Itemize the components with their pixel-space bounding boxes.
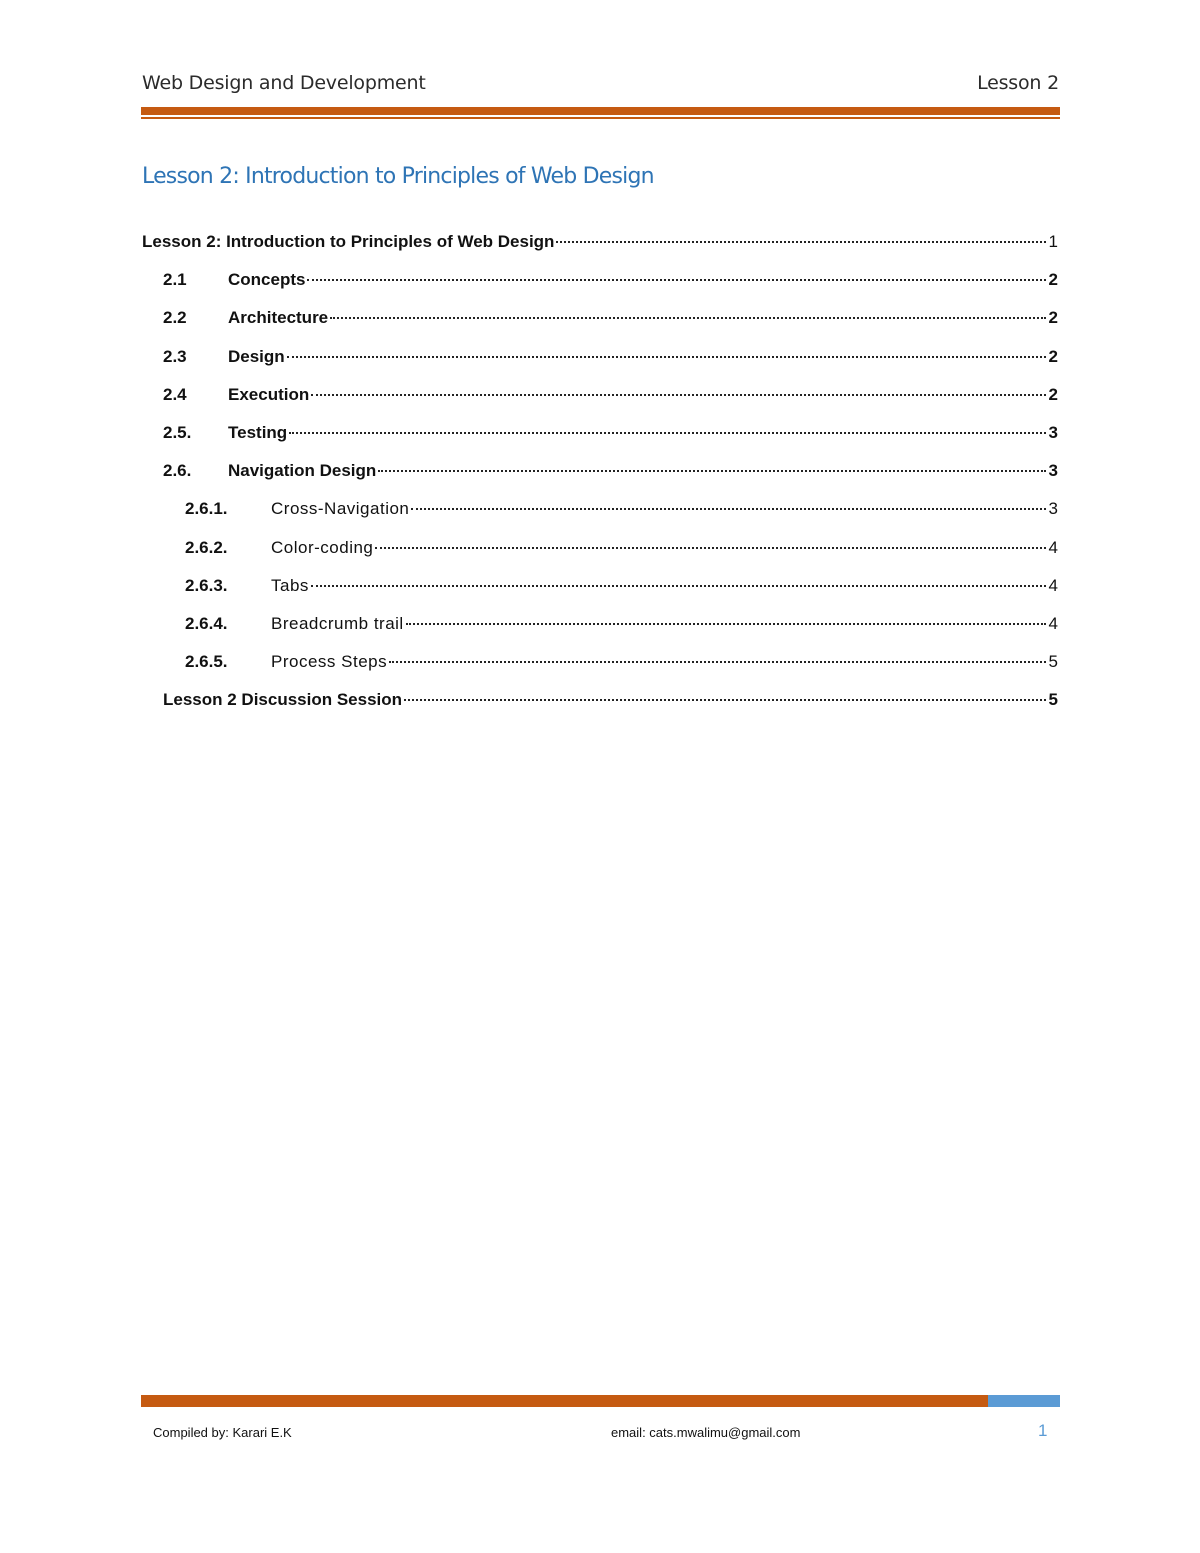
toc-entry-title: Lesson 2 Discussion Session — [163, 690, 403, 710]
toc-entry-title: Color-coding — [271, 537, 374, 557]
toc-entry-page: 2 — [1048, 308, 1058, 328]
toc-entry[interactable] — [142, 347, 1058, 377]
page-title: Lesson 2: Introduction to Principles of Web Design — [142, 164, 654, 189]
toc-entry-number: 2.2 — [163, 308, 187, 328]
toc-entry-title: Navigation Design — [228, 461, 377, 481]
toc-entry[interactable] — [142, 652, 1058, 682]
toc-entry-page: 5 — [1048, 690, 1058, 710]
toc-entry-page: 1 — [1048, 232, 1058, 251]
footer-compiled-by: Compiled by: Karari E.K — [153, 1425, 292, 1440]
toc-entry-page: 3 — [1048, 499, 1058, 519]
toc-entry[interactable] — [142, 538, 1058, 568]
toc-entry-number: 2.4 — [163, 384, 187, 404]
toc-entry-title: Cross-Navigation — [271, 499, 410, 519]
toc-entry-page: 3 — [1048, 461, 1058, 481]
toc-entry[interactable] — [142, 461, 1058, 491]
toc-entry-page: 2 — [1048, 384, 1058, 404]
toc-entry[interactable] — [142, 270, 1058, 300]
toc-entry[interactable] — [142, 576, 1058, 606]
toc-entry-title: Architecture — [228, 308, 329, 328]
toc-dot-leader — [411, 507, 1046, 510]
toc-dot-leader — [375, 546, 1046, 549]
toc-dot-leader — [287, 355, 1046, 358]
toc-dot-leader — [330, 316, 1046, 319]
toc-entry-number: 2.6.1. — [185, 499, 228, 519]
toc-entry-page: 2 — [1048, 270, 1058, 290]
toc-entry-number: 2.3 — [163, 346, 187, 366]
toc-dot-leader — [556, 240, 1046, 243]
toc-entry-page: 3 — [1048, 423, 1058, 442]
header-rule-thin — [141, 117, 1060, 119]
toc-entry[interactable] — [142, 499, 1058, 529]
toc-entry-number: 2.5. — [163, 423, 192, 442]
toc-entry-number: 2.1 — [163, 270, 187, 290]
footer-email: email: cats.mwalimu@gmail.com — [611, 1425, 801, 1440]
toc-entry-title: Lesson 2: Introduction to Principles of Web Design — [142, 232, 555, 251]
toc-entry-title: Execution — [228, 384, 310, 404]
toc-entry-page: 4 — [1048, 614, 1058, 633]
toc-entry[interactable] — [142, 423, 1058, 453]
toc-entry-number: 2.6.4. — [185, 614, 228, 633]
toc-entry-page: 4 — [1048, 537, 1058, 557]
toc-entry-page: 4 — [1048, 575, 1058, 595]
toc-entry-page: 5 — [1048, 652, 1058, 672]
header-lesson-label: Lesson 2 — [977, 72, 1059, 94]
footer-bar-orange — [141, 1395, 988, 1407]
toc-dot-leader — [404, 698, 1046, 701]
toc-entry-title: Process Steps — [271, 652, 388, 672]
toc-entry[interactable] — [142, 232, 1058, 262]
toc-dot-leader — [389, 660, 1046, 663]
toc-dot-leader — [406, 622, 1046, 625]
footer-bar-blue — [988, 1395, 1060, 1407]
toc-entry-title: Testing — [228, 423, 288, 442]
toc-dot-leader — [307, 278, 1046, 281]
toc-dot-leader — [289, 431, 1046, 434]
toc-entry-title: Concepts — [228, 270, 306, 290]
toc-entry-number: 2.6. — [163, 461, 192, 481]
toc-entry[interactable] — [142, 308, 1058, 338]
toc-entry-number: 2.6.5. — [185, 652, 228, 672]
toc-entry-page: 2 — [1048, 346, 1058, 366]
footer-page-number: 1 — [1038, 1421, 1048, 1440]
toc-entry-title: Breadcrumb trail — [271, 614, 404, 633]
toc-entry[interactable] — [142, 690, 1058, 720]
toc-dot-leader — [311, 393, 1046, 396]
toc-entry-number: 2.6.2. — [185, 537, 228, 557]
toc-entry[interactable] — [142, 614, 1058, 644]
toc-entry-number: 2.6.3. — [185, 575, 228, 595]
toc-dot-leader — [311, 584, 1046, 587]
toc-entry[interactable] — [142, 385, 1058, 415]
toc-dot-leader — [378, 469, 1046, 472]
toc-entry-title: Tabs — [271, 575, 309, 595]
toc-entry-title: Design — [228, 346, 285, 366]
header-rule — [141, 107, 1060, 115]
header-document-title: Web Design and Development — [142, 72, 426, 94]
